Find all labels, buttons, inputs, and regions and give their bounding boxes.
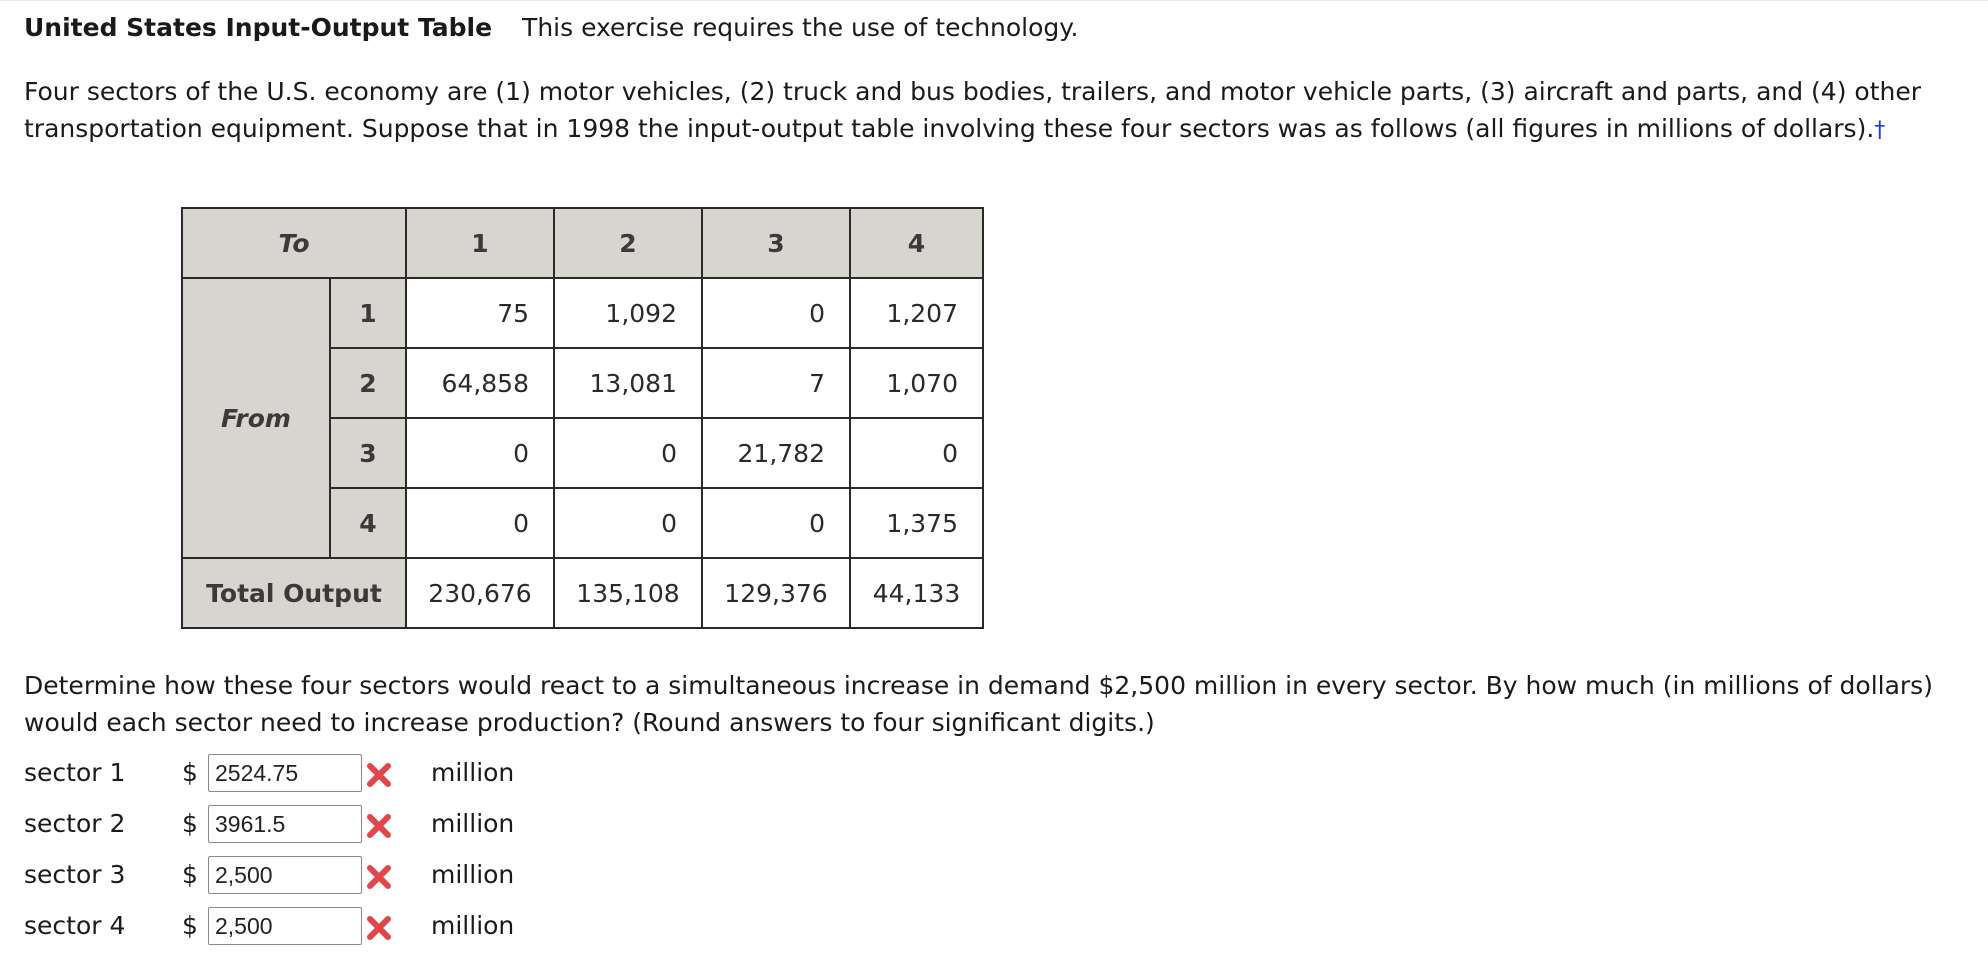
currency-symbol: $ — [182, 860, 198, 889]
incorrect-x-icon — [364, 760, 394, 790]
table-cell: 64,858 — [406, 348, 554, 418]
sector-4-answer-input[interactable] — [208, 907, 362, 945]
sector-1-answer-input[interactable] — [208, 754, 362, 792]
unit-label: million — [431, 860, 515, 889]
table-cell: 0 — [554, 418, 702, 488]
currency-symbol: $ — [182, 809, 198, 838]
total-output-cell: 44,133 — [850, 558, 983, 628]
table-row — [182, 278, 983, 348]
row-header: 4 — [330, 488, 406, 558]
table-cell: 21,782 — [702, 418, 850, 488]
column-header: 3 — [702, 208, 850, 278]
input-output-table — [181, 207, 984, 629]
table-cell: 0 — [702, 278, 850, 348]
incorrect-x-icon — [364, 811, 394, 841]
footnote-link[interactable]: † — [1874, 118, 1886, 143]
row-header: 1 — [330, 278, 406, 348]
total-output-cell: 129,376 — [702, 558, 850, 628]
sector-3-answer-input[interactable] — [208, 856, 362, 894]
sector-2-answer-input[interactable] — [208, 805, 362, 843]
question-text: Determine how these four sectors would react to a simultaneous increase in demand $2,500 million in every sector. By how much (in millions of dollars) would each sector need to increase production? (Round answers to four significant digits.) — [24, 671, 1933, 737]
table-cell: 0 — [406, 488, 554, 558]
intro-paragraph — [24, 73, 1969, 149]
exercise-title: United States Input-Output Table — [24, 13, 493, 42]
total-output-label: Total Output — [182, 558, 406, 628]
column-header: 4 — [850, 208, 983, 278]
intro-text: Four sectors of the U.S. economy are (1) motor vehicles, (2) truck and bus bodies, trailers, and motor vehicle parts, (3) aircraft and parts, and (4) other transportation equipment. Suppose that in 1998 the input-output table involving these four sectors was as follows (all figures in millions of dollars). — [24, 77, 1922, 143]
column-header: 1 — [406, 208, 554, 278]
table-cell: 7 — [702, 348, 850, 418]
to-label: To — [182, 208, 406, 278]
unit-label: million — [431, 911, 515, 940]
table-cell: 0 — [702, 488, 850, 558]
table-cell: 1,070 — [850, 348, 983, 418]
answer-row-sector-4 — [24, 905, 624, 949]
sector-label: sector 3 — [24, 860, 126, 889]
sector-label: sector 1 — [24, 758, 126, 787]
row-header: 2 — [330, 348, 406, 418]
currency-symbol: $ — [182, 911, 198, 940]
currency-symbol: $ — [182, 758, 198, 787]
answer-row-sector-2 — [24, 803, 624, 847]
answer-row-sector-1 — [24, 752, 624, 796]
table-cell: 13,081 — [554, 348, 702, 418]
unit-label: million — [431, 809, 515, 838]
row-header: 3 — [330, 418, 406, 488]
table-cell: 0 — [850, 418, 983, 488]
sector-label: sector 4 — [24, 911, 126, 940]
total-output-cell: 230,676 — [406, 558, 554, 628]
incorrect-x-icon — [364, 913, 394, 943]
table-cell: 0 — [554, 488, 702, 558]
total-output-cell: 135,108 — [554, 558, 702, 628]
incorrect-x-icon — [364, 862, 394, 892]
exercise-header — [24, 13, 1078, 43]
total-output-row — [182, 558, 983, 628]
table-cell: 1,092 — [554, 278, 702, 348]
table-header-row — [182, 208, 983, 278]
from-label: From — [182, 278, 330, 558]
table-cell: 75 — [406, 278, 554, 348]
table-cell: 1,207 — [850, 278, 983, 348]
answer-row-sector-3 — [24, 854, 624, 898]
unit-label: million — [431, 758, 515, 787]
technology-note: This exercise requires the use of technology. — [522, 13, 1079, 42]
column-header: 2 — [554, 208, 702, 278]
sector-label: sector 2 — [24, 809, 126, 838]
top-divider — [0, 0, 1988, 1]
table-cell: 1,375 — [850, 488, 983, 558]
table-cell: 0 — [406, 418, 554, 488]
